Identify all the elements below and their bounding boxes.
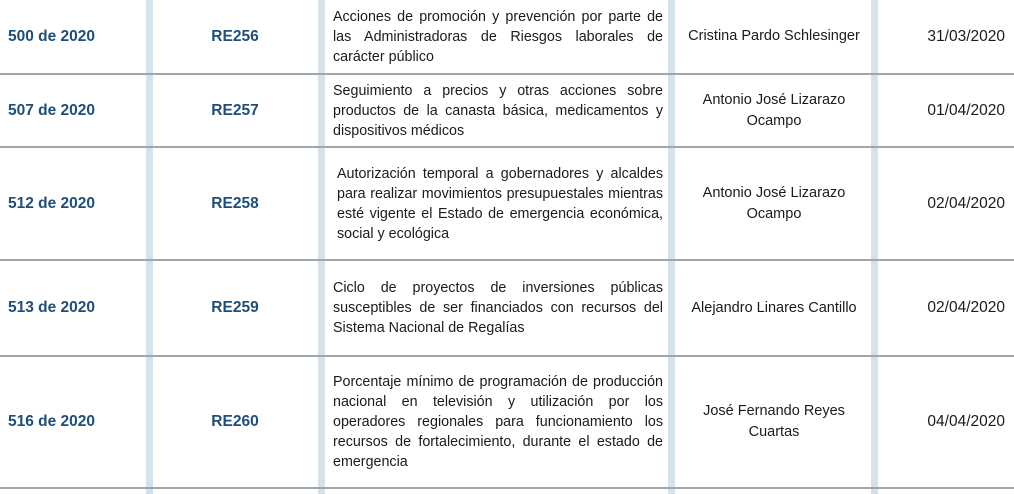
filing-date: 02/04/2020 — [927, 299, 1005, 316]
file-code: RE258 — [211, 194, 259, 212]
filing-date: 01/04/2020 — [927, 101, 1005, 119]
decree-number: 516 de 2020 — [8, 413, 96, 430]
reporting-judge: Antonio José Lizarazo Ocampo — [702, 184, 846, 222]
table-row — [0, 0, 1014, 73]
file-code: RE259 — [211, 299, 259, 316]
decree-subject: Porcentaje mínimo de programación de producción nacional en televisión y utilización por los operadores regionales para funcionamiento los recursos de fortalecimiento, durante el estado de emergencia — [333, 374, 663, 470]
decree-number: 507 de 2020 — [8, 101, 96, 119]
decree-subject: Autorización temporal a gobernadores y alcaldes para realizar movimientos presupuestales mientras esté vigente el Estado de emergencia económica, social y ecológica — [337, 165, 663, 242]
table-row — [0, 261, 1014, 355]
reporting-judge: Cristina Pardo Schlesinger — [688, 28, 860, 44]
decree-subject: Acciones de promoción y prevención por parte de las Administradoras de Riesgos laborales de carácter público — [333, 8, 663, 65]
decree-number: 513 de 2020 — [8, 299, 96, 316]
filing-date: 04/04/2020 — [927, 413, 1005, 430]
reporting-judge: José Fernando Reyes Cuartas — [703, 403, 845, 440]
row-divider — [0, 487, 1014, 489]
file-code: RE256 — [211, 27, 259, 45]
decree-subject: Ciclo de proyectos de inversiones públicas susceptibles de ser financiados con recursos del Sistema Nacional de Regalías — [333, 280, 663, 336]
filing-date: 31/03/2020 — [927, 27, 1005, 45]
file-code: RE260 — [211, 413, 259, 430]
decree-number: 512 de 2020 — [8, 194, 96, 212]
reporting-judge: Alejandro Linares Cantillo — [691, 299, 857, 316]
table-row — [0, 357, 1014, 487]
reporting-judge: Antonio José Lizarazo Ocampo — [702, 91, 846, 129]
decree-number: 500 de 2020 — [8, 27, 96, 45]
filing-date: 02/04/2020 — [927, 194, 1005, 212]
table-row — [0, 75, 1014, 146]
decree-subject: Seguimiento a precios y otras acciones sobre productos de la canasta básica, medicamentos y dispositivos médicos — [333, 82, 663, 139]
file-code: RE257 — [211, 101, 259, 119]
table-row — [0, 148, 1014, 259]
